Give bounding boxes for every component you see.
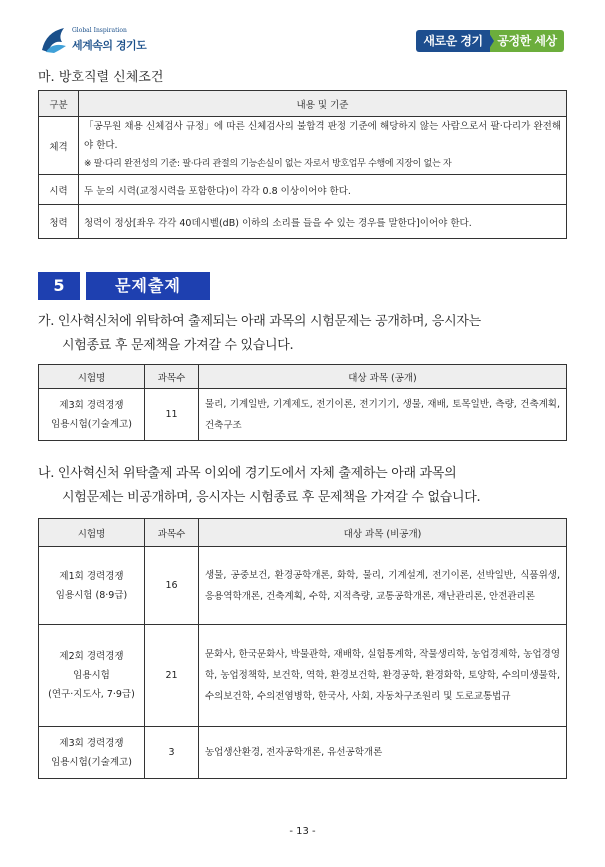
chapter-number: 5 — [38, 272, 80, 300]
subject-list: 문화사, 한국문화사, 박물관학, 재배학, 실험통계학, 작물생리학, 농업경제학, 농업경영학, 농업정책학, 보건학, 역학, 환경보건학, 환경공학, 환경화학, 토양학, 수의미생물학, 수의보건학, 수의전염병학, 한국사, 사회, 자동차구조원리 및 도로교통법규 — [199, 625, 567, 727]
row-text: 「공무원 채용 신체검사 규정」에 따른 신체검사의 불합격 판정 기준에 해당하지 않는 사람으로서 팔·다리가 완전해야 한다. — [84, 121, 561, 151]
private-subjects-table — [38, 518, 567, 779]
row-label: 청력 — [39, 205, 79, 239]
exam-name — [39, 625, 145, 727]
logo-title: 세계속의 경기도 — [72, 39, 147, 52]
page-number: - 13 - — [289, 826, 316, 837]
header-exam-name: 시험명 — [39, 519, 145, 547]
row-content — [79, 117, 567, 175]
paragraph-na-line1: 나. 인사혁신처 위탁출제 과목 이외에 경기도에서 자체 출제하는 아래 과목의 — [38, 466, 457, 481]
exam-name-line: 제1회 경력경쟁 — [59, 570, 124, 582]
slogan-arrow-icon — [487, 30, 494, 52]
exam-name-line: (연구·지도사, 7·9급) — [48, 689, 135, 700]
exam-name-line: 임용시험 — [73, 670, 110, 681]
exam-name — [39, 389, 145, 441]
row-note: ※ 팔·다리 완전성의 기준: 팔·다리 관절의 기능손실이 없는 자로서 방호업무 수행에 지장이 없는 자 — [84, 159, 452, 169]
table-header-row — [39, 91, 567, 117]
row-label: 시력 — [39, 175, 79, 205]
table-header-row — [39, 365, 567, 389]
subject-list: 생물, 공중보건, 환경공학개론, 화학, 물리, 기계설계, 전기이론, 선박일반, 식품위생, 응용역학개론, 건축계획, 수학, 지적측량, 교통공학개론, 재난관리론, 안전관리론 — [199, 547, 567, 625]
header-subjects: 대상 과목 (공개) — [199, 365, 567, 389]
row-content: 청력이 정상[좌우 각각 40데시벨(dB) 이하의 소리를 들을 수 있는 경우를 말한다]이어야 한다. — [79, 205, 567, 239]
exam-name — [39, 547, 145, 625]
exam-name-line: 제3회 경력경쟁 — [59, 737, 124, 749]
header-subject-count: 과목수 — [145, 519, 199, 547]
section-title-physical: 마. 방호직렬 신체조건 — [38, 70, 164, 85]
public-subjects-table — [38, 364, 567, 441]
slogan-right: 공정한 세상 — [490, 30, 564, 52]
exam-name-line: 임용시험 (8·9급) — [55, 589, 128, 601]
row-label: 체격 — [39, 117, 79, 175]
header-content: 내용 및 기준 — [79, 91, 567, 117]
table-row — [39, 547, 567, 625]
table-row — [39, 117, 567, 175]
exam-name-line: 제2회 경력경쟁 — [59, 651, 124, 662]
subject-list: 물리, 기계일반, 기계제도, 전기이론, 전기기기, 생물, 재배, 토목일반, 측량, 건축계획, 건축구조 — [199, 389, 567, 441]
gyeonggi-logo — [40, 24, 147, 56]
subject-count: 21 — [145, 625, 199, 727]
table-row — [39, 205, 567, 239]
subject-list: 농업생산환경, 전자공학개론, 유선공학개론 — [199, 727, 567, 779]
exam-name-line: 제3회 경력경쟁 — [59, 399, 124, 411]
paragraph-ga-line2: 시험종료 후 문제책을 가져갈 수 있습니다. — [62, 338, 294, 353]
header-subject-count: 과목수 — [145, 365, 199, 389]
table-header-row — [39, 519, 567, 547]
header-exam-name: 시험명 — [39, 365, 145, 389]
slogan-banner — [416, 30, 564, 52]
header-subjects: 대상 과목 (비공개) — [199, 519, 567, 547]
row-content: 두 눈의 시력(교정시력을 포함한다)이 각각 0.8 이상이어야 한다. — [79, 175, 567, 205]
page-header — [0, 0, 605, 62]
exam-name — [39, 727, 145, 779]
table-row — [39, 625, 567, 727]
exam-name-line: 임용시험(기술계고) — [51, 418, 132, 430]
exam-name-line: 임용시험(기술계고) — [51, 756, 132, 768]
logo-tagline: Global Inspiration — [72, 27, 127, 34]
chapter-title: 문제출제 — [86, 272, 210, 300]
paragraph-ga-line1: 가. 인사혁신처에 위탁하여 출제되는 아래 과목의 시험문제는 공개하며, 응시자는 — [38, 314, 481, 329]
subject-count: 16 — [145, 547, 199, 625]
paragraph-na-line2: 시험문제는 비공개하며, 응시자는 시험종료 후 문제책을 가져갈 수 없습니다. — [62, 490, 481, 505]
slogan-left: 새로운 경기 — [416, 30, 490, 52]
physical-requirements-table — [38, 90, 567, 239]
table-row — [39, 175, 567, 205]
table-row — [39, 727, 567, 779]
gyeonggi-emblem-icon — [40, 26, 68, 54]
subject-count: 11 — [145, 389, 199, 441]
subject-count: 3 — [145, 727, 199, 779]
header-category: 구분 — [39, 91, 79, 117]
table-row — [39, 389, 567, 441]
